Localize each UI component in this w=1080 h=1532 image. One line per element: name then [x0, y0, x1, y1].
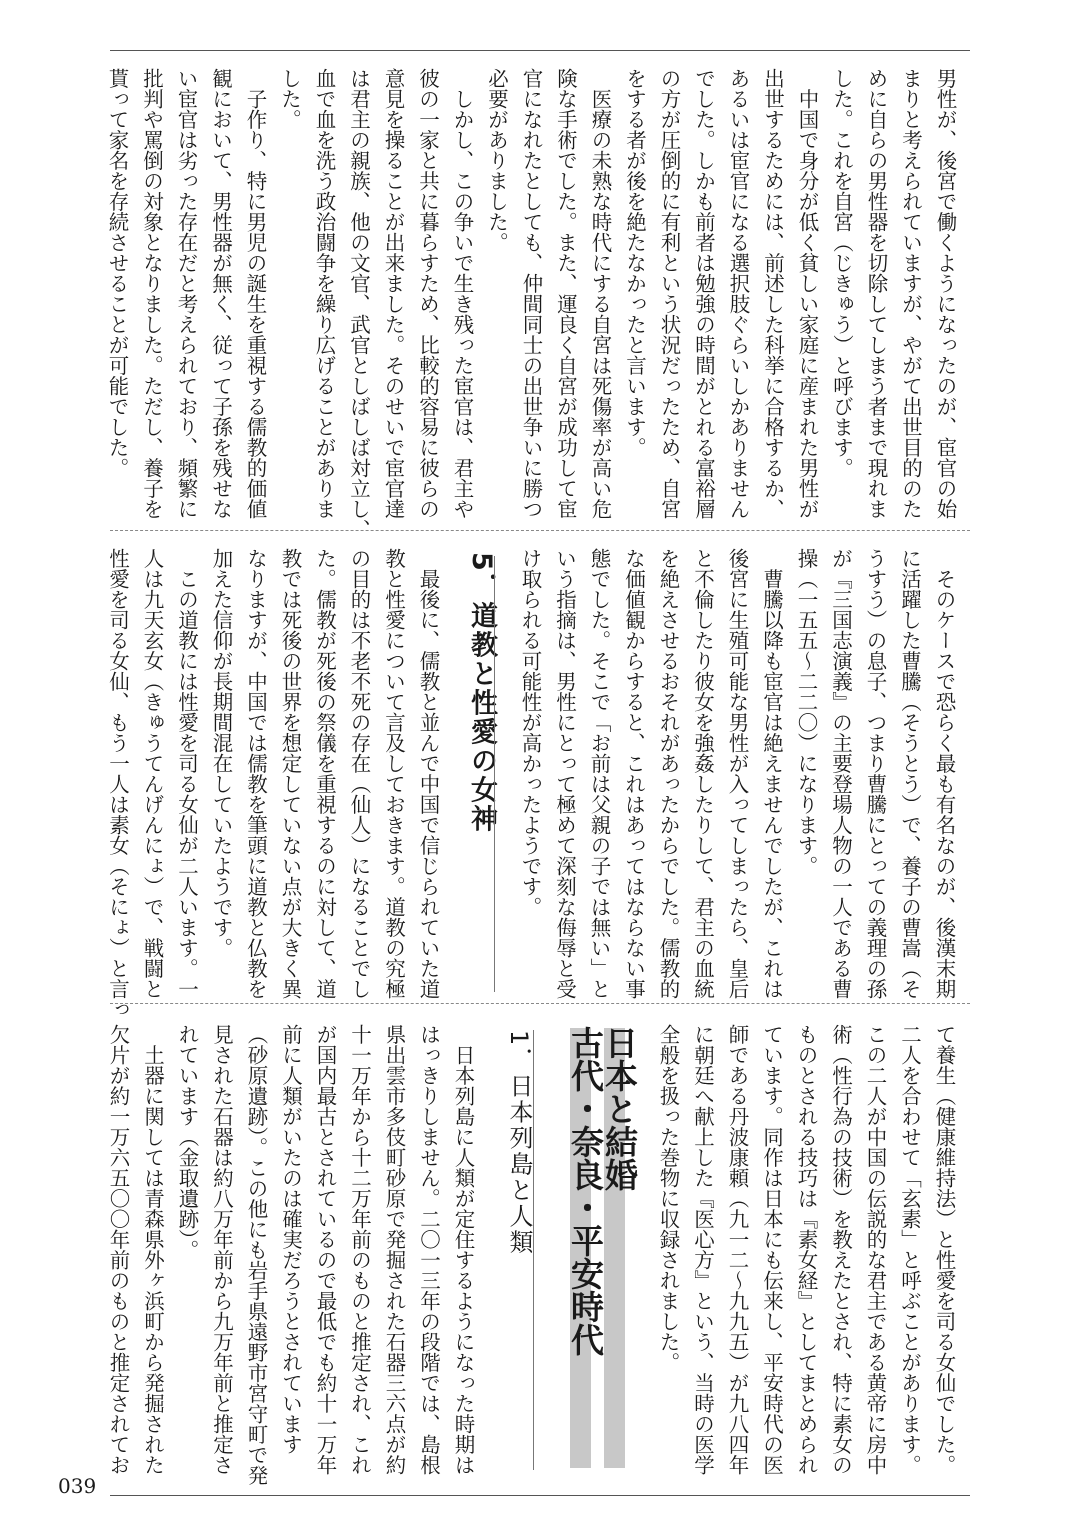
text-column: 見された石器は約八万年前から九万年前と推定さ — [209, 1024, 234, 1475]
text-column: い宦官は劣った存在だと考えられており、頻繁に — [174, 68, 198, 519]
text-column: の方が圧倒的に有利という状況だったため、自宮 — [657, 68, 681, 519]
text-column: 貰って家名を存続させることが可能でした。 — [105, 68, 129, 478]
text-column: を絶えさせるおそれがあったからでした。儒教的 — [656, 548, 680, 999]
text-column: 険な手術でした。また、運良く自宮が成功して宦 — [553, 68, 578, 519]
section-heading-1: 1．日本列島と人類 — [505, 1030, 533, 1256]
chapter-title-line1: 日本と結婚 — [600, 1026, 639, 1191]
text-column: 態でした。そこで「お前は父親の子では無い」と — [587, 548, 611, 999]
text-column: 批判や罵倒の対象となりました。ただし、養子を — [139, 68, 164, 519]
text-column: に朝廷へ献上した『医心方』という、当時の医学 — [690, 1024, 715, 1475]
text-column: 出世するためには、前述した科挙に合格するか、 — [760, 68, 785, 519]
text-column: 意見を操ることが出来ました。そのせいで宦官達 — [381, 68, 405, 519]
text-column: そのケースで恐らく最も有名なのが、後漢末期 — [932, 548, 956, 999]
text-column: 医療の未熟な時代にする自宮は死傷率が高い危 — [588, 68, 612, 519]
page-number: 039 — [58, 1474, 97, 1498]
top-rule — [110, 50, 970, 51]
text-column: 彼の一家と共に暮らすため、比較的容易に彼らの — [415, 68, 440, 519]
text-column: はっきりしません。二〇一三年の段階では、島根 — [416, 1024, 441, 1475]
text-column: 前に人類がいたのは確実だろうとされています — [278, 1024, 303, 1455]
text-column: 後宮に生殖可能な男性が入ってしまったら、皇后 — [725, 548, 749, 999]
text-column: 二人を合わせて「玄素」と呼ぶことがあります。 — [897, 1024, 922, 1475]
text-column: ています。同作は日本にも伝来し、平安時代の医 — [759, 1024, 784, 1475]
text-column: が国内最古とされているので最低でも約十一万年 — [313, 1024, 337, 1475]
text-column: れています（金取遺跡）。 — [175, 1024, 199, 1260]
text-column: け取られる可能性が高かったようです。 — [518, 548, 542, 917]
text-column: いう指摘は、男性にとって極めて深刻な侮辱と受 — [552, 548, 577, 999]
text-column: 全般を扱った巻物に収録されました。 — [656, 1024, 680, 1373]
text-column: あるいは宦官になる選択肢ぐらいしかありません — [726, 68, 750, 519]
text-column: 欠片が約一万六五〇〇年前のものと推定されてお — [106, 1024, 130, 1475]
section-heading-5: 5．道教と性愛の女神 — [466, 552, 497, 834]
text-column: 人は九天玄女（きゅうてんげんにょ）で、戦闘と — [140, 548, 164, 999]
bottom-rule — [110, 1495, 970, 1496]
section3-right-text — [650, 1024, 961, 1486]
text-column: が『三国志演義』の主要登場人物の一人である曹 — [828, 548, 853, 999]
text-column: 県出雲市多伎町砂原で発掘された石器三六点が約 — [382, 1024, 406, 1475]
text-column: 師である丹波康頼（九一二～九九五）が九八四年 — [725, 1024, 749, 1475]
text-column: な価値観からすると、これはあってはならない事 — [621, 548, 646, 999]
text-column: 男性が、後宮で働くようになったのが、宦官の始 — [933, 68, 957, 519]
text-column: 子作り、特に男児の誕生を重視する儒教的価値 — [243, 68, 267, 519]
section3-left-text — [100, 1024, 480, 1486]
text-column: 土器に関しては青森県外ヶ浜町から発掘された — [140, 1024, 165, 1475]
text-column: 最後に、儒教と並んで中国で信じられていた道 — [416, 548, 440, 999]
text-column: した。これを自宮（じきゅう）と呼びます。 — [829, 68, 854, 478]
text-column: 血で血を洗う政治闘争を繰り広げることがありま — [312, 68, 336, 519]
text-column: 観において、男性器が無く、従って子孫を残せな — [208, 68, 233, 519]
section-divider — [110, 1003, 970, 1004]
text-column: 曹騰以降も宦官は絶えませんでしたが、これは — [759, 548, 784, 999]
section-divider — [110, 530, 970, 531]
text-column: 性愛を司る女仙、もう一人は素女（そにょ）と言っ — [105, 548, 130, 1020]
text-column: て養生（健康維持法）と性愛を司る女仙でした。 — [932, 1024, 956, 1475]
text-column: 術（性行為の技術）を教えたとされ、特に素女の — [828, 1024, 853, 1475]
text-column: に活躍した曹騰（そうとう）で、養子の曹嵩（そ — [897, 548, 922, 999]
text-column: した。 — [277, 68, 302, 130]
text-column: うすう）の息子、つまり曹騰にとっての義理の孫 — [863, 548, 887, 999]
text-column: 日本列島に人類が定住するようになった時期は — [451, 1024, 475, 1475]
chapter-title-line2: 古代・奈良・平安時代 — [566, 1026, 605, 1356]
section2-left-text — [100, 548, 445, 1020]
heading-rule — [533, 1030, 534, 1470]
text-column: 教と性愛について言及しておきます。道教の究極 — [381, 548, 406, 999]
text-column: た。儒教が死後の祭儀を重視するのに対して、道 — [312, 548, 337, 999]
text-column: 教では死後の世界を想定していない点が大きく異 — [278, 548, 302, 999]
text-column: でした。しかも前者は勉強の時間がとれる富裕層 — [691, 68, 716, 519]
text-column: まりと考えられていますが、やがて出世目的のた — [898, 68, 923, 519]
text-column: 中国で身分が低く貧しい家庭に産まれた男性が — [795, 68, 819, 519]
text-column: ものとされる技巧は『素女経』としてまとめられ — [794, 1024, 818, 1475]
text-column: 官になれたとしても、仲間同士の出世争いに勝つ — [519, 68, 543, 519]
text-column: この道教には性愛を司る女仙が二人います。一 — [174, 548, 199, 999]
text-column: なりますが、中国では儒教を筆頭に道教と仏教を — [243, 548, 268, 999]
text-column: 必要がありました。 — [484, 68, 509, 253]
text-column: をする者が後を絶たなかったと言います。 — [622, 68, 647, 458]
section2-right-text — [512, 548, 961, 1010]
text-column: めに自らの男性器を切除してしまう者まで現れま — [864, 68, 888, 519]
heading-rule — [494, 556, 495, 992]
text-column: の目的は不老不死の存在（仙人）になることでし — [347, 548, 371, 999]
text-column: 操（一五五～二二〇）になります。 — [794, 548, 818, 876]
section1-text — [100, 68, 962, 540]
text-column: この二人が中国の伝説的な君主である黄帝に房中 — [863, 1024, 887, 1475]
text-column: 十一万年から十二万年前のものと推定され、これ — [347, 1024, 372, 1475]
text-column: 加えた信仰が長期間混在していたようです。 — [209, 548, 233, 958]
text-column: しかし、この争いで生き残った宦官は、君主や — [450, 68, 474, 519]
text-column: と不倫したり彼女を強姦したりして、君主の血統 — [690, 548, 715, 999]
text-column: は君主の親族、他の文官、武官としばしば対立し、 — [346, 68, 371, 540]
text-column: （砂原遺跡）。この他にも岩手県遠野市宮守町で発 — [244, 1024, 268, 1486]
